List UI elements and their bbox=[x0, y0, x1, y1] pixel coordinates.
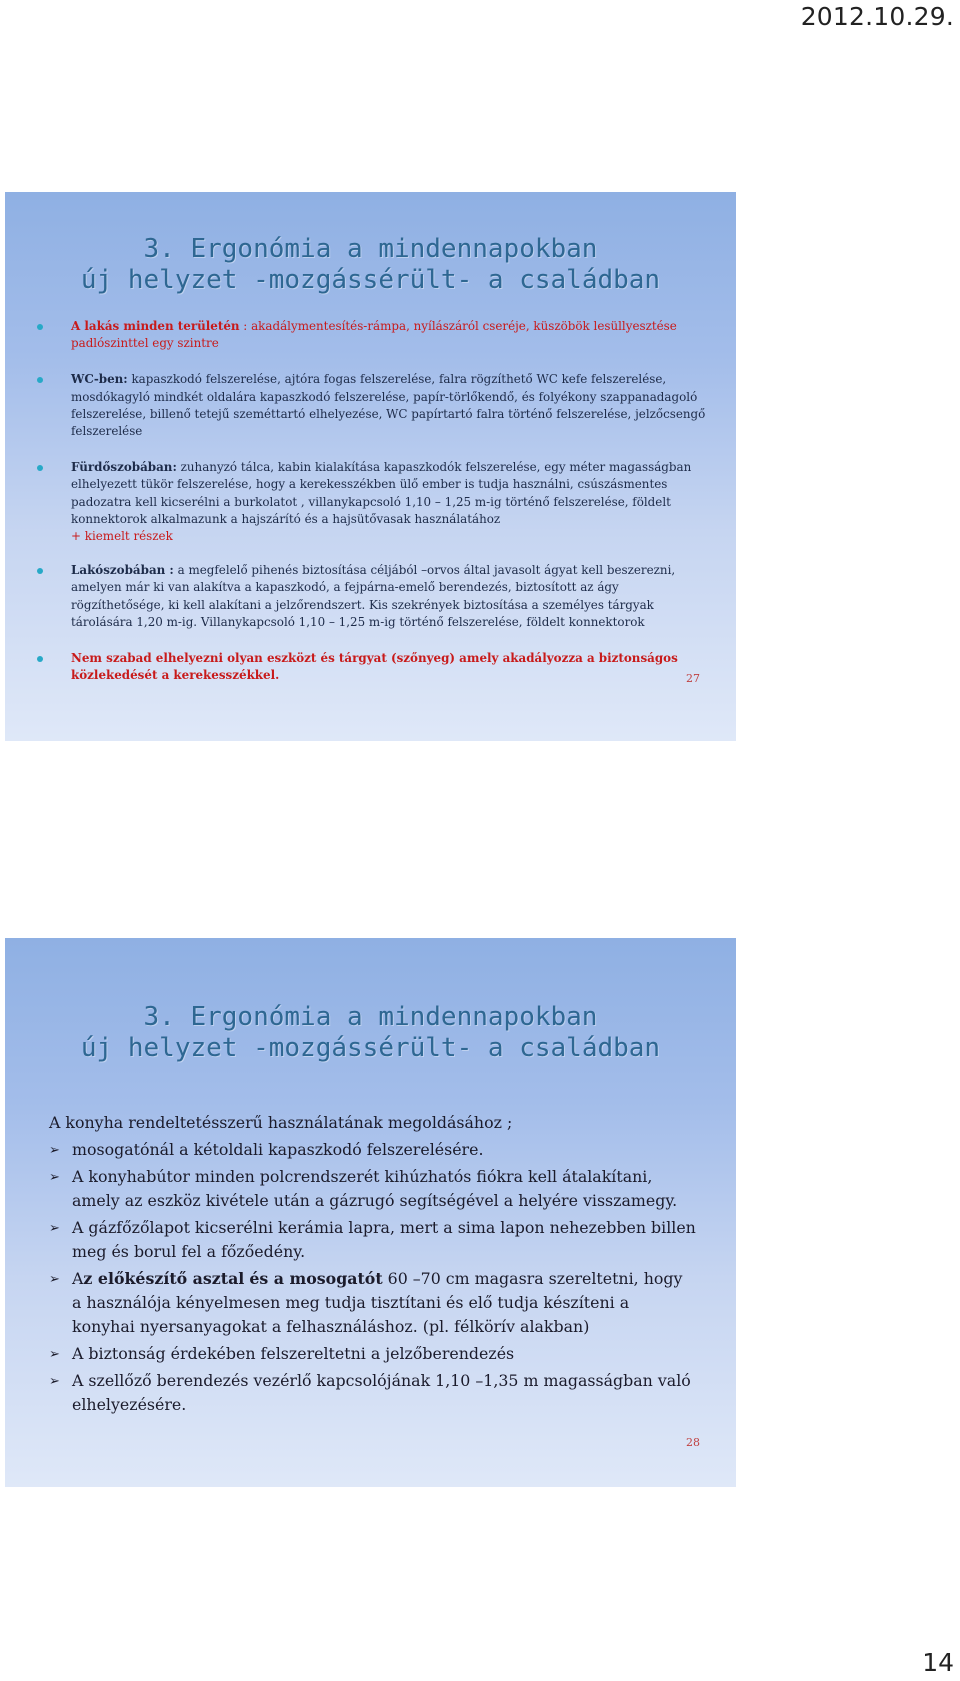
item-text-bold: és a mosogatót bbox=[249, 1269, 383, 1288]
item-text: A szellőző berendezés vezérlő kapcsolójának 1,10 –1,35 m magasságban való elhelyezésére. bbox=[72, 1371, 691, 1414]
item-lead: Fürdőszobában: bbox=[71, 460, 177, 475]
item-text: zuhanyzó tálca, kabin kialakítása kapaszkodók felszerelése, egy méter magasságban elhelyezett tükör felszerelése, hogy a kerekesszékben ülő ember is tudja használni, csúszásmentes padozatra kell kicserélni a burkolatot , villanykapcsoló 1,10 – 1,25 m-ig történő felszerelése, földelt konnektorok alkalmazunk a hajszárító és a hajsütővasak használatához bbox=[71, 460, 692, 526]
item-lead: Lakószobában : bbox=[71, 563, 174, 578]
list-item bbox=[35, 318, 712, 352]
arrow-bullet-icon: ➢ bbox=[49, 1170, 60, 1185]
list-item bbox=[49, 1165, 696, 1213]
bullet-dot-icon bbox=[37, 377, 43, 383]
header-date: 2012.10.29. bbox=[800, 2, 954, 31]
page-number: 14 bbox=[922, 1648, 954, 1677]
title-line-1: 3. Ergonómia a mindennapokban bbox=[143, 1002, 598, 1032]
arrow-bullet-icon: ➢ bbox=[49, 1347, 60, 1362]
item-lead: WC-ben: bbox=[71, 372, 128, 387]
title-line-1: 3. Ergonómia a mindennapokban bbox=[143, 234, 598, 264]
arrow-bullet-icon: ➢ bbox=[49, 1143, 60, 1158]
item-lead: A lakás minden területén bbox=[71, 319, 240, 333]
item-text-bold: z előkészítő asztal bbox=[83, 1269, 245, 1288]
list-item bbox=[49, 1267, 696, 1339]
bullet-dot-icon bbox=[37, 324, 43, 330]
bullet-dot-icon bbox=[37, 656, 43, 662]
intro-text: A konyha rendeltetésszerű használatának megoldásához ; bbox=[49, 1113, 513, 1132]
list-item bbox=[49, 1369, 696, 1417]
title-line-2: új helyzet -mozgássérült- a családban bbox=[80, 265, 661, 295]
item-text-post: 60 –70 cm magasra szereltetni, hogy a használója kényelmesen meg tudja tisztítani és elő tudja készíteni a konyhai nyersanyagokat a felhasználáshoz. (pl. félkörív alakban) bbox=[72, 1269, 683, 1336]
arrow-bullet-icon: ➢ bbox=[49, 1374, 60, 1389]
item-text: Nem szabad elhelyezni olyan eszközt és tárgyat (szőnyeg) amely akadályozza a biztonságos közlekedését a kerekesszékkel. bbox=[71, 651, 678, 683]
item-text: kapaszkodó felszerelése, ajtóra fogas felszerelése, falra rögzíthető WC kefe felszerelése, mosdókagyló mindkét oldalára kapaszkodó felszerelése, papír-törlőkendő, és folyékony szappanadagoló felszerelése, billenő tetejű szeméttartó elhelyezése, WC papírtartó falra történő felszerelése, jelzőcsengő felszerelése bbox=[71, 372, 706, 439]
list-item bbox=[35, 459, 712, 545]
arrow-bullet-icon: ➢ bbox=[49, 1272, 60, 1287]
slide-title bbox=[5, 938, 736, 1064]
item-text: a megfelelő pihenés biztosítása céljából –orvos által javasolt ágyat kell beszerezni, amelyen már ki van alakítva a kapaszkodó, a fejpárna-emelő berendezés, biztosított az ágy rögzíthetősége, ki kell alakítani a jelzőrendszert. Kis szekrények biztosítása a személyes tárgyak tárolására 1,20 m-ig. Villanykapcsoló 1,10 – 1,25 m-ig történő felszerelése, földelt konnektorok bbox=[71, 563, 676, 629]
slide-title bbox=[5, 192, 736, 296]
slide-number: 28 bbox=[686, 1436, 700, 1449]
title-line-2: új helyzet -mozgássérült- a családban bbox=[80, 1033, 661, 1063]
list-item bbox=[35, 371, 712, 440]
item-text: A konyhabútor minden polcrendszerét kihúzhatós fiókra kell átalakítani, amely az eszköz kivétele után a gázrugó segítségével a helyére visszamegy. bbox=[72, 1167, 678, 1210]
arrow-list bbox=[49, 1138, 696, 1417]
item-text-pre: A bbox=[72, 1269, 84, 1288]
list-item bbox=[49, 1138, 696, 1162]
list-item bbox=[49, 1216, 696, 1264]
item-text: mosogatónál a kétoldali kapaszkodó felszerelésére. bbox=[72, 1140, 484, 1159]
bullet-list bbox=[35, 318, 712, 684]
item-text: A biztonság érdekében felszereltetni a jelzőberendezés bbox=[72, 1344, 515, 1363]
item-text: A gázfőzőlapot kicserélni kerámia lapra, mert a sima lapon nehezebben billen meg és borul fel a főzőedény. bbox=[72, 1218, 696, 1261]
bullet-dot-icon bbox=[37, 568, 43, 574]
arrow-bullet-icon: ➢ bbox=[49, 1221, 60, 1236]
list-item bbox=[35, 562, 712, 631]
slide-27 bbox=[5, 192, 736, 741]
list-item bbox=[35, 650, 712, 684]
slide-number: 27 bbox=[686, 672, 700, 685]
item-text: : akadálymentesítés-rámpa, nyílászáról cseréje, küszöbök lesüllyesztése padlószinttel egy szintre bbox=[71, 319, 677, 351]
item-extra: + kiemelt részek bbox=[71, 529, 173, 544]
slide-28 bbox=[5, 938, 736, 1487]
list-item bbox=[49, 1342, 696, 1366]
bullet-dot-icon bbox=[37, 465, 43, 471]
